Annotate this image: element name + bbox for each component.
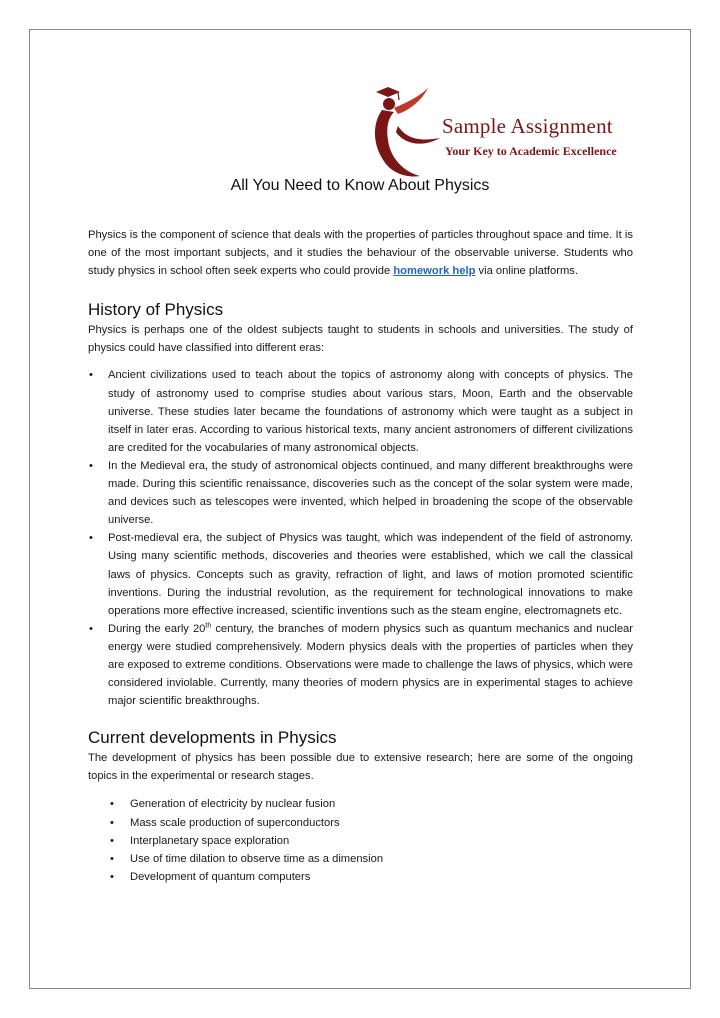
- history-list: [88, 366, 633, 710]
- current-heading: Current developments in Physics: [88, 728, 337, 748]
- current-list: [88, 795, 633, 885]
- logo-name: Sample Assignment: [442, 114, 613, 138]
- list-item: [88, 620, 633, 710]
- page-title: All You Need to Know About Physics: [230, 177, 490, 194]
- sample-assignment-logo: [368, 86, 638, 180]
- list-item: • In the Medieval era, the study of astronomical objects continued, and many different breakthroughs were made. During this scientific renaissance, discoveries such as the concept of the solar system were made, and devices such as telescopes were invented, which helped in broadening the scope of the observable universe.: [88, 457, 633, 529]
- current-paragraph: The development of physics has been possible due to extensive research; here are some of the ongoing topics in the experimental or research stages.: [88, 752, 633, 783]
- homework-help-link[interactable]: homework help: [393, 265, 476, 278]
- graduate-figure-icon: [368, 86, 448, 180]
- intro-text-a: Physics is the component of science that deals with the properties of particles throughout space and time. It is one of the most important subjects, and it studies the behaviour of the observable universe. Students who study physics in school often seek experts who could provide: [88, 229, 633, 278]
- list-item: • Interplanetary space exploration: [88, 832, 633, 850]
- last-bullet-prefix: During the early 20: [108, 622, 206, 635]
- list-item: • Generation of electricity by nuclear fusion: [88, 795, 633, 813]
- list-item: • Ancient civilizations used to teach about the topics of astronomy along with concepts of physics. The study of astronomy used to comprise studies about various stars, Moon, Earth and the observable universe. These studies later became the foundations of astronomy which were taught as a subject in itself in later eras. According to various historical texts, many ancient astronomers of different civilizations are credited for the vocabularies of many astronomical objects.: [88, 366, 633, 456]
- list-item: • Mass scale production of superconductors: [88, 814, 633, 832]
- history-paragraph: Physics is perhaps one of the oldest subjects taught to students in schools and universities. The study of physics could have classified into different eras:: [88, 324, 633, 355]
- list-item: • Development of quantum computers: [88, 868, 633, 886]
- list-item: • Post-medieval era, the subject of Physics was taught, which was independent of the field of astronomy. Using many scientific methods, discoveries and theories were established, which we call the classical laws of physics. Concepts such as gravity, refraction of light, and laws of motion promoted scientific inventions. During the industrial revolution, as the requirement for technological innovations to make operations more effective increased, scientific inventions such as the steam engine, electromagnets etc.: [88, 529, 633, 619]
- intro-text-b: via online platforms.: [475, 265, 579, 278]
- list-item: • Use of time dilation to observe time as a dimension: [88, 850, 633, 868]
- logo-tagline: Your Key to Academic Excellence: [445, 144, 617, 158]
- superscript: th: [205, 622, 212, 630]
- history-heading: History of Physics: [88, 300, 224, 320]
- document-body: [88, 226, 633, 886]
- intro-paragraph: [88, 226, 633, 280]
- last-bullet-rest: century, the branches of modern physics such as quantum mechanics and nuclear energy were studied comprehensively. Modern physics deals with the properties of particles when they are exposed to extreme conditions. Observations were made to challenge the laws of physics, which were considered inviolable. Currently, many theories of modern physics are in experimental stages to achieve major scientific breakthroughs.: [108, 622, 633, 708]
